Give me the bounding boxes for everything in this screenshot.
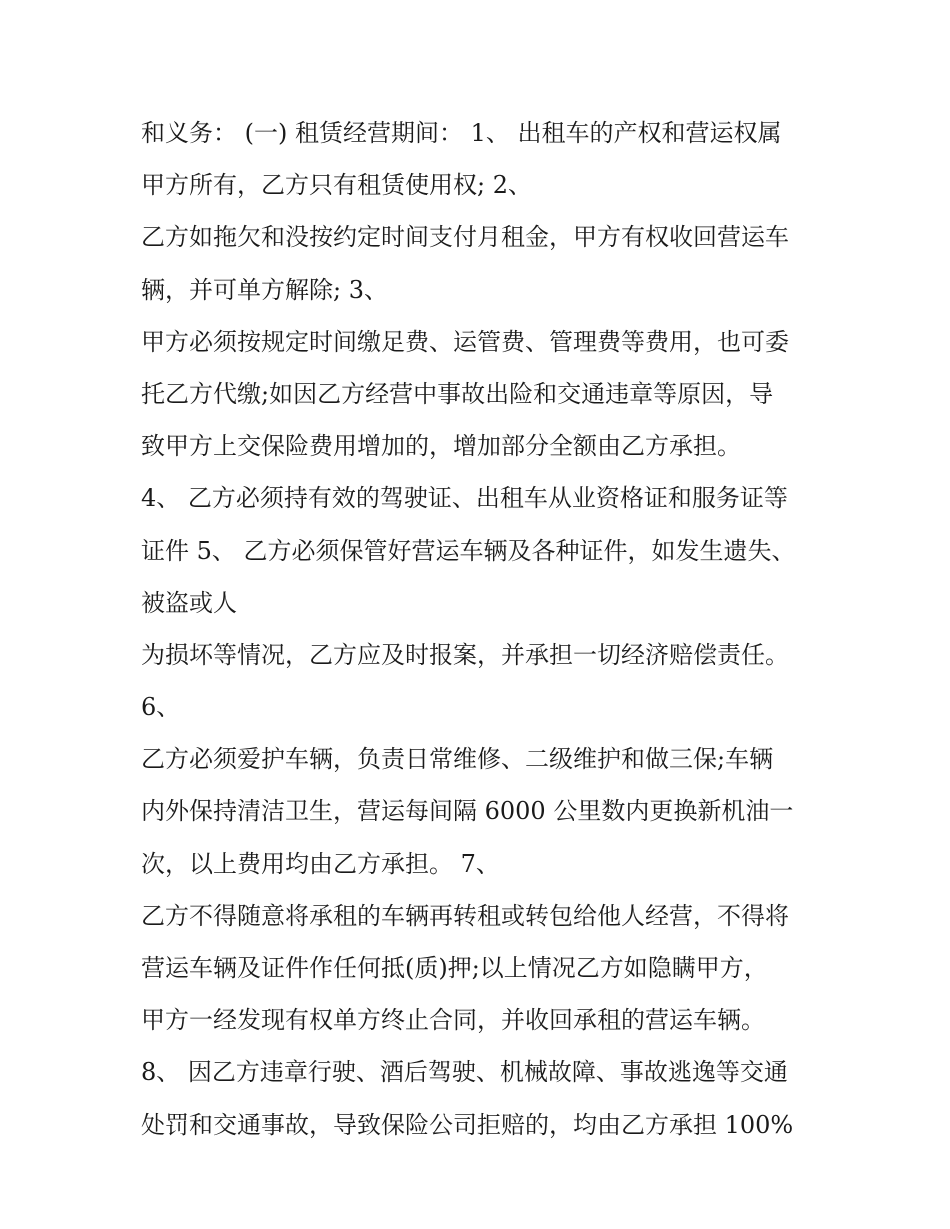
- text-line: 营运车辆及证件作任何抵(质)押;以上情况乙方如隐瞒甲方，: [141, 954, 768, 982]
- text-line: 为损坏等情况，乙方应及时报案，并承担一切经济赔偿责任。: [141, 640, 789, 669]
- text-line: 甲方必须按规定时间缴足费、运管费、管理费等费用，也可委: [141, 327, 789, 356]
- text-line: 甲方所有，乙方只有租赁使用权; 2、: [141, 171, 532, 200]
- text-line: 乙方不得随意将承租的车辆再转租或转包给他人经营，不得将: [141, 901, 789, 930]
- contract-text-block: [141, 107, 821, 1151]
- text-line: 被盗或人: [141, 588, 237, 617]
- text-line: 8、 因乙方违章行驶、酒后驾驶、机械故障、事故逃逸等交通: [141, 1058, 788, 1087]
- text-line: 4、 乙方必须持有效的驾驶证、出租车从业资格证和服务证等: [141, 484, 788, 513]
- text-line: 乙方必须爱护车辆，负责日常维修、二级维护和做三保;车辆: [141, 745, 774, 774]
- text-line: 辆，并可单方解除; 3、: [141, 275, 388, 304]
- text-line: 证件 5、 乙方必须保管好营运车辆及各种证件，如发生遗失、: [141, 536, 796, 565]
- text-line: 致甲方上交保险费用增加的，增加部分全额由乙方承担。: [141, 432, 741, 461]
- text-line: 和义务： (一) 租赁经营期间： 1、 出租车的产权和营运权属: [141, 119, 782, 147]
- text-line: 乙方如拖欠和没按约定时间支付月租金，甲方有权收回营运车: [141, 223, 789, 252]
- text-line: 托乙方代缴;如因乙方经营中事故出险和交通违章等原因，导: [141, 379, 774, 408]
- text-line: 6、: [141, 693, 181, 722]
- text-line: 次，以上费用均由乙方承担。 7、: [141, 849, 500, 878]
- text-line: 甲方一经发现有权单方终止合同，并收回承租的营运车辆。: [141, 1006, 765, 1035]
- text-line: 处罚和交通事故，导致保险公司拒赔的，均由乙方承担 100%: [141, 1110, 794, 1139]
- text-line: 内外保持清洁卫生，营运每间隔 6000 公里数内更换新机油一: [141, 797, 794, 826]
